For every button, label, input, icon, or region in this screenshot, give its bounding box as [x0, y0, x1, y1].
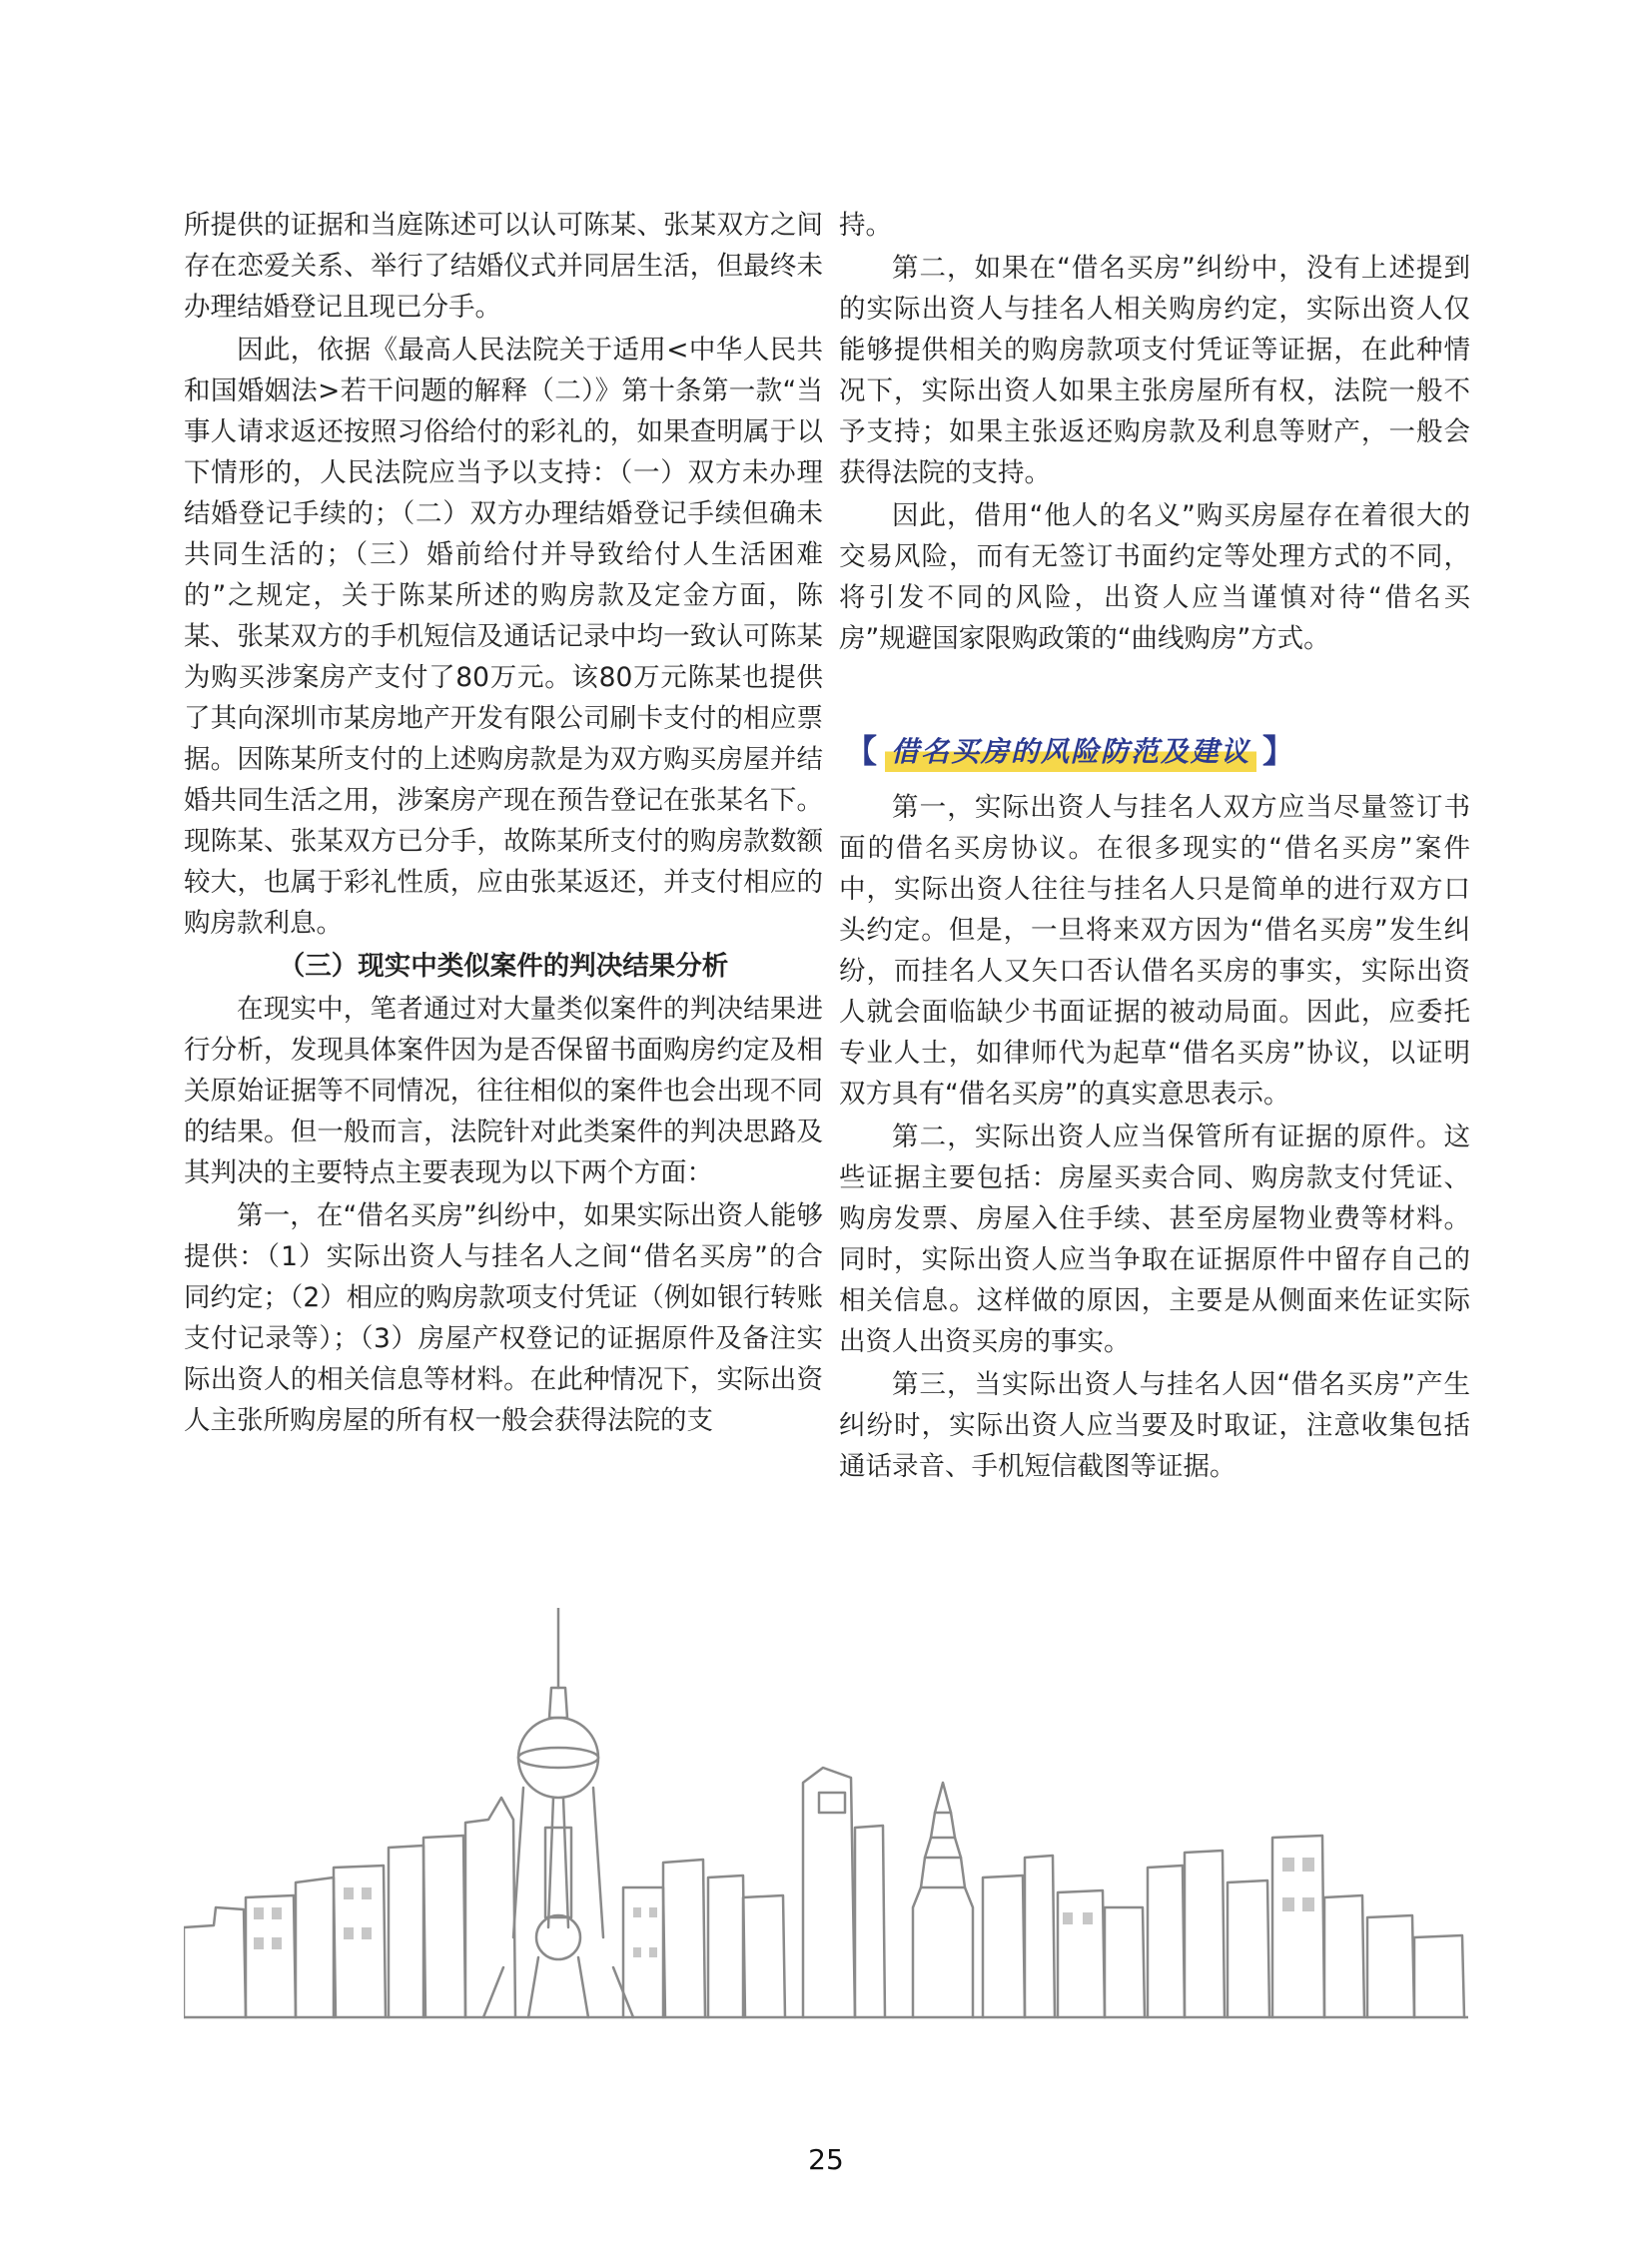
right-paragraph-3: 第一，实际出资人与挂名人双方应当尽量签订书面的借名买房协议。在很多现实的“借名买房”案件中，实际出资人往往与挂名人只是简单的进行双方口头约定。但是，一旦将来双方因为“借名买房”发生纠纷，而挂名人又矢口否认借名买房的事实，实际出资人就会面临缺少书面证据的被动局面。因此，应委托专业人士，如律师代为起草“借名买房”协议，以证明双方具有“借名买房”的真实意思表示。 — [839, 792, 1470, 1110]
right-paragraph-1: 第二，如果在“借名买房”纠纷中，没有上述提到的实际出资人与挂名人相关购房约定，实际出资人仅能够提供相关的购房款项支付凭证等证据，在此种情况下，实际出资人如果主张房屋所有权，法院一般不予支持；如果主张返还购房款及利息等财产，一般会获得法院的支持。 — [839, 253, 1470, 488]
heading-text: 借名买房的风险防范及建议 — [885, 731, 1256, 772]
right-paragraph-2: 因此，借用“他人的名义”购买房屋存在着很大的交易风险，而有无签订书面约定等处理方式的不同，将引发不同的风险，出资人应当谨慎对待“借名买房”规避国家限购政策的“曲线购房”方式。 — [839, 500, 1470, 654]
section-heading — [839, 729, 1470, 773]
left-paragraph-1: 所提供的证据和当庭陈述可以认可陈某、张某双方之间存在恋爱关系、举行了结婚仪式并同居生活，但最终未办理结婚登记且现已分手。 — [184, 210, 823, 323]
left-column — [184, 205, 823, 1443]
page-number: 25 — [808, 2143, 844, 2176]
heading-bracket-close: 】 — [1262, 731, 1297, 770]
right-paragraph-4: 第二，实际出资人应当保管所有证据的原件。这些证据主要包括：房屋买卖合同、购房款支付凭证、购房发票、房屋入住手续、甚至房屋物业费等材料。同时，实际出资人应当争取在证据原件中留存自己的相关信息。这样做的原因，主要是从侧面来佐证实际出资人出资买房的事实。 — [839, 1122, 1470, 1357]
city-skyline-illustration — [184, 1608, 1468, 2027]
left-paragraph-4: 第一，在“借名买房”纠纷中，如果实际出资人能够提供：（1）实际出资人与挂名人之间“借名买房”的合同约定；（2）相应的购房款项支付凭证（例如银行转账支付记录等）；（3）房屋产权登记的证据原件及备注实际出资人的相关信息等材料。在此种情况下，实际出资人主张所购房屋的所有权一般会获得法院的支 — [184, 1200, 823, 1436]
left-paragraph-3: 在现实中，笔者通过对大量类似案件的判决结果进行分析，发现具体案件因为是否保留书面购房约定及相关原始证据等不同情况，往往相似的案件也会出现不同的结果。但一般而言，法院针对此类案件的判决思路及其判决的主要特点主要表现为以下两个方面： — [184, 994, 823, 1188]
left-subheading: （三）现实中类似案件的判决结果分析 — [278, 951, 729, 982]
right-column — [839, 205, 1470, 1489]
left-paragraph-2: 因此，依据《最高人民法院关于适用<中华人民共和国婚姻法>若干问题的解释（二）》第十条第一款“当事人请求返还按照习俗给付的彩礼的，如果查明属于以下情形的，人民法院应当予以支持：（一）双方未办理结婚登记手续的；（二）双方办理结婚登记手续但确未共同生活的；（三）婚前给付并导致给付人生活困难的”之规定，关于陈某所述的购房款及定金方面，陈某、张某双方的手机短信及通话记录中均一致认可陈某为购买涉案房产支付了80万元。该80万元陈某也提供了其向深圳市某房地产开发有限公司刷卡支付的相应票据。因陈某所支付的上述购房款是为双方购买房屋并结婚共同生活之用，涉案房产现在预告登记在张某名下。现陈某、张某双方已分手，故陈某所支付的购房款数额较大，也属于彩礼性质，应由张某返还，并支付相应的购房款利息。 — [184, 335, 823, 939]
right-paragraph-5: 第三，当实际出资人与挂名人因“借名买房”产生纠纷时，实际出资人应当要及时取证，注意收集包括通话录音、手机短信截图等证据。 — [839, 1369, 1470, 1482]
heading-bracket-open: 【 — [845, 731, 880, 770]
right-paragraph-0: 持。 — [839, 210, 892, 241]
